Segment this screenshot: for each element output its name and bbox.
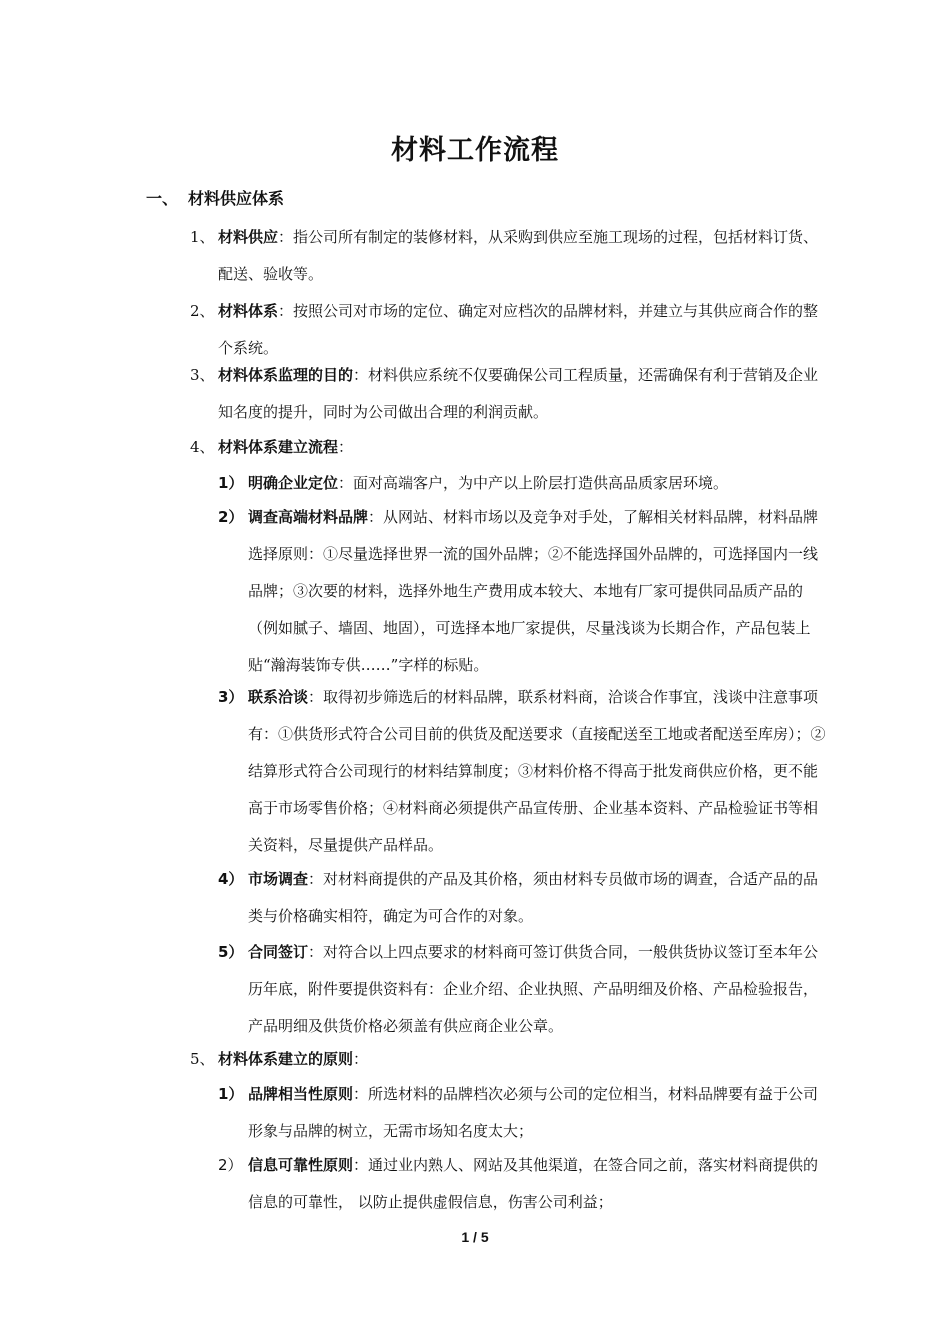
sub-list-item <box>218 934 826 1045</box>
item-number: 2） <box>218 1156 243 1174</box>
item-term: 联系洽谈 <box>248 688 309 706</box>
item-text: ：对材料商提供的产品及其价格，须由材料专员做市场的调查，合适产品的品类与价格确实相符，确定为可合作的对象。 <box>248 870 819 925</box>
item-number: 5） <box>218 943 244 961</box>
section-title: 材料供应体系 <box>188 189 285 208</box>
item-text: ： <box>353 1050 369 1068</box>
item-term: 调查高端材料品牌 <box>248 508 369 526</box>
section-heading <box>146 186 284 209</box>
page-title: 材料工作流程 <box>391 135 559 166</box>
item-term: 材料体系建立的原则 <box>218 1050 354 1068</box>
item-number: 1） <box>218 474 244 492</box>
item-text: ：按照公司对市场的定位、确定对应档次的品牌材料，并建立与其供应商合作的整个系统。 <box>218 302 819 357</box>
list-item <box>190 1041 830 1078</box>
item-text: ： <box>338 438 354 456</box>
sub-list-item <box>218 1147 826 1221</box>
item-text: ：材料供应系统不仅要确保公司工程质量，还需确保有利于营销及企业知名度的提升，同时为公司做出合理的利润贡献。 <box>218 366 819 421</box>
item-term: 合同签订 <box>248 943 309 961</box>
list-item <box>190 429 830 466</box>
list-item <box>190 219 830 293</box>
sub-list-item <box>218 861 826 935</box>
item-text: ：面对高端客户，为中产以上阶层打造供高品质家居环境。 <box>338 474 729 492</box>
list-item <box>190 293 830 367</box>
item-term: 品牌相当性原则 <box>248 1085 354 1103</box>
item-number: 1、 <box>190 228 215 246</box>
item-text: ：所选材料的品牌档次必须与公司的定位相当，材料品牌要有益于公司形象与品牌的树立，无需市场知名度太大； <box>248 1085 819 1140</box>
sub-list-item <box>218 1076 826 1150</box>
item-term: 材料体系监理的目的 <box>218 366 354 384</box>
item-number: 1） <box>218 1085 244 1103</box>
item-term: 材料体系建立流程 <box>218 438 339 456</box>
item-term: 材料供应 <box>218 228 279 246</box>
item-number: 5、 <box>190 1050 215 1068</box>
item-text: ：通过业内熟人、网站及其他渠道，在签合同之前，落实材料商提供的信息的可靠性， 以防止提供虚假信息，伤害公司利益； <box>248 1156 819 1211</box>
item-text: ：对符合以上四点要求的材料商可签订供货合同，一般供货协议签订至本年公历年底，附件要提供资料有：企业介绍、企业执照、产品明细及价格、产品检验报告，产品明细及供货价格必须盖有供应商企业公章。 <box>248 943 819 1035</box>
item-term: 材料体系 <box>218 302 279 320</box>
page-number: 1 / 5 <box>461 1229 489 1245</box>
item-number: 3） <box>218 688 244 706</box>
item-term: 信息可靠性原则 <box>248 1156 354 1174</box>
item-text: ：指公司所有制定的装修材料，从采购到供应至施工现场的过程，包括材料订货、配送、验收等。 <box>218 228 819 283</box>
item-term: 市场调查 <box>248 870 309 888</box>
list-item <box>190 357 830 431</box>
item-number: 2） <box>218 508 244 526</box>
item-term: 明确企业定位 <box>248 474 339 492</box>
item-number: 4、 <box>190 438 215 456</box>
item-number: 4） <box>218 870 244 888</box>
item-text: ：取得初步筛选后的材料品牌，联系材料商，洽谈合作事宜，浅谈中注意事项有：①供货形式符合公司目前的供货及配送要求（直接配送至工地或者配送至库房）；②结算形式符合公司现行的材料结算制度；③材料价格不得高于批发商供应价格，更不能高于市场零售价格；④材料商必须提供产品宣传册、企业基本资料、产品检验证书等相关资料，尽量提供产品样品。 <box>248 688 826 854</box>
sub-list-item <box>218 465 826 502</box>
sub-list-item <box>218 499 826 684</box>
section-number: 一、 <box>146 189 179 208</box>
item-text: ：从网站、材料市场以及竞争对手处，了解相关材料品牌，材料品牌选择原则：①尽量选择世界一流的国外品牌；②不能选择国外品牌的，可选择国内一线品牌；③次要的材料，选择外地生产费用成本较大、本地有厂家可提供同品质产品的（例如腻子、墙固、地固），可选择本地厂家提供，尽量浅谈为长期合作，产品包装上贴“瀚海装饰专供……”字样的标贴。 <box>248 508 819 674</box>
sub-list-item <box>218 679 826 864</box>
item-number: 3、 <box>190 366 215 384</box>
item-number: 2、 <box>190 302 215 320</box>
